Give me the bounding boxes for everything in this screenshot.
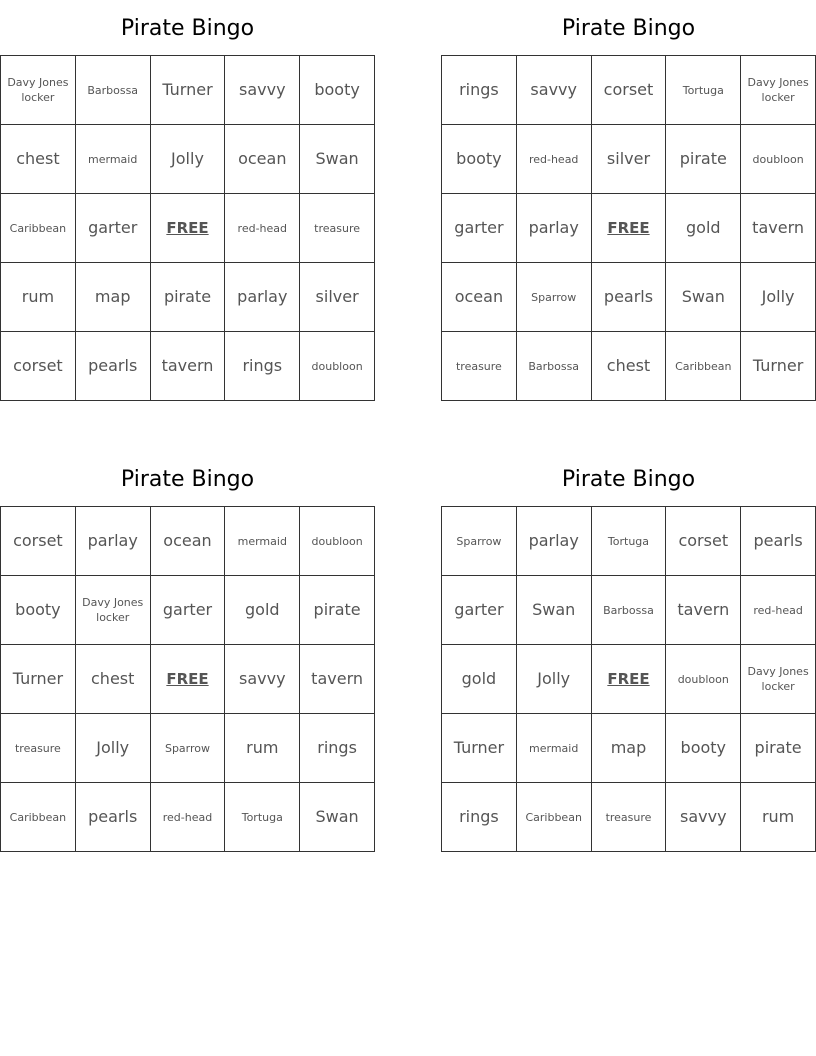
grid-cell: Barbossa	[591, 576, 666, 645]
grid-cell: tavern	[741, 194, 816, 263]
grid-cell: tavern	[300, 645, 375, 714]
grid-cell: savvy	[225, 56, 300, 125]
grid-row	[442, 714, 816, 783]
grid-cell: garter	[442, 194, 517, 263]
grid-cell: Turner	[1, 645, 76, 714]
grid-cell: rings	[225, 332, 300, 401]
grid-cell: parlay	[516, 194, 591, 263]
grid-cell: chest	[591, 332, 666, 401]
card-title: Pirate Bingo	[561, 16, 696, 41]
grid-cell: mermaid	[516, 714, 591, 783]
grid-cell: booty	[300, 56, 375, 125]
grid-cell: rings	[442, 56, 517, 125]
grid-cell: Davy Jones locker	[75, 576, 150, 645]
grid-cell: tavern	[150, 332, 225, 401]
grid-cell: parlay	[516, 507, 591, 576]
grid-cell: Jolly	[741, 263, 816, 332]
grid-row	[1, 56, 375, 125]
grid-cell: Sparrow	[442, 507, 517, 576]
grid-cell: Tortuga	[591, 507, 666, 576]
grid-cell: pirate	[666, 125, 741, 194]
grid-cell: rum	[1, 263, 76, 332]
grid-row	[442, 332, 816, 401]
grid-cell: booty	[666, 714, 741, 783]
grid-cell: Turner	[442, 714, 517, 783]
grid-cell: booty	[442, 125, 517, 194]
grid-cell: pearls	[591, 263, 666, 332]
grid-cell: red-head	[150, 783, 225, 852]
grid-cell: doubloon	[666, 645, 741, 714]
grid-row	[442, 125, 816, 194]
grid-row	[1, 645, 375, 714]
grid-row	[442, 56, 816, 125]
grid-cell: pearls	[741, 507, 816, 576]
free-space: FREE	[150, 194, 225, 263]
grid-cell: ocean	[442, 263, 517, 332]
grid-cell: Jolly	[150, 125, 225, 194]
grid-row	[442, 576, 816, 645]
grid-cell: Swan	[666, 263, 741, 332]
grid-cell: treasure	[300, 194, 375, 263]
grid-cell: Caribbean	[666, 332, 741, 401]
grid-cell: ocean	[225, 125, 300, 194]
grid-cell: Barbossa	[516, 332, 591, 401]
grid-cell: Swan	[300, 125, 375, 194]
grid-cell: Turner	[150, 56, 225, 125]
grid-cell: treasure	[442, 332, 517, 401]
grid-row	[1, 263, 375, 332]
grid-cell: corset	[666, 507, 741, 576]
grid-cell: Turner	[741, 332, 816, 401]
grid-cell: treasure	[591, 783, 666, 852]
grid-row	[1, 332, 375, 401]
grid-row	[1, 125, 375, 194]
grid-cell: map	[75, 263, 150, 332]
grid-row	[1, 194, 375, 263]
grid-cell: tavern	[666, 576, 741, 645]
free-space: FREE	[591, 645, 666, 714]
grid-cell: corset	[591, 56, 666, 125]
grid-row	[442, 507, 816, 576]
grid-row	[1, 714, 375, 783]
grid-cell: red-head	[516, 125, 591, 194]
grid-cell: rum	[741, 783, 816, 852]
grid-cell: Sparrow	[150, 714, 225, 783]
grid-row	[442, 194, 816, 263]
grid-cell: silver	[591, 125, 666, 194]
grid-cell: rings	[442, 783, 517, 852]
grid-cell: pirate	[300, 576, 375, 645]
grid-cell: Tortuga	[666, 56, 741, 125]
grid-cell: Davy Jones locker	[1, 56, 76, 125]
grid-cell: mermaid	[75, 125, 150, 194]
bingo-grid	[441, 55, 816, 401]
grid-cell: garter	[150, 576, 225, 645]
grid-cell: Swan	[300, 783, 375, 852]
bingo-grid	[0, 506, 375, 852]
grid-row	[442, 783, 816, 852]
bingo-grid	[441, 506, 816, 852]
grid-cell: Jolly	[75, 714, 150, 783]
grid-cell: Caribbean	[1, 194, 76, 263]
grid-cell: garter	[75, 194, 150, 263]
grid-cell: Tortuga	[225, 783, 300, 852]
grid-cell: Sparrow	[516, 263, 591, 332]
grid-cell: map	[591, 714, 666, 783]
grid-cell: pirate	[741, 714, 816, 783]
grid-cell: Swan	[516, 576, 591, 645]
grid-cell: Jolly	[516, 645, 591, 714]
grid-cell: Barbossa	[75, 56, 150, 125]
grid-cell: Davy Jones locker	[741, 645, 816, 714]
bingo-card-4	[441, 451, 816, 852]
grid-cell: rum	[225, 714, 300, 783]
grid-cell: pirate	[150, 263, 225, 332]
bingo-card-2	[441, 0, 816, 401]
grid-cell: savvy	[516, 56, 591, 125]
grid-cell: savvy	[666, 783, 741, 852]
grid-cell: chest	[75, 645, 150, 714]
grid-cell: doubloon	[741, 125, 816, 194]
grid-row	[442, 263, 816, 332]
free-space: FREE	[591, 194, 666, 263]
bingo-card-1	[0, 0, 375, 401]
grid-row	[442, 645, 816, 714]
grid-cell: ocean	[150, 507, 225, 576]
grid-cell: mermaid	[225, 507, 300, 576]
grid-cell: corset	[1, 507, 76, 576]
card-title: Pirate Bingo	[120, 467, 255, 492]
grid-cell: gold	[442, 645, 517, 714]
grid-cell: gold	[225, 576, 300, 645]
bingo-grid	[0, 55, 375, 401]
grid-row	[1, 576, 375, 645]
grid-row	[1, 507, 375, 576]
grid-cell: gold	[666, 194, 741, 263]
grid-cell: garter	[442, 576, 517, 645]
grid-cell: treasure	[1, 714, 76, 783]
grid-cell: chest	[1, 125, 76, 194]
grid-cell: booty	[1, 576, 76, 645]
grid-cell: red-head	[225, 194, 300, 263]
grid-cell: corset	[1, 332, 76, 401]
grid-row	[1, 783, 375, 852]
grid-cell: rings	[300, 714, 375, 783]
grid-cell: red-head	[741, 576, 816, 645]
grid-cell: Caribbean	[1, 783, 76, 852]
card-title: Pirate Bingo	[561, 467, 696, 492]
free-space: FREE	[150, 645, 225, 714]
grid-cell: Davy Jones locker	[741, 56, 816, 125]
grid-cell: parlay	[225, 263, 300, 332]
grid-cell: pearls	[75, 783, 150, 852]
grid-cell: savvy	[225, 645, 300, 714]
grid-cell: Caribbean	[516, 783, 591, 852]
grid-cell: doubloon	[300, 332, 375, 401]
card-title: Pirate Bingo	[120, 16, 255, 41]
grid-cell: doubloon	[300, 507, 375, 576]
grid-cell: silver	[300, 263, 375, 332]
grid-cell: parlay	[75, 507, 150, 576]
grid-cell: pearls	[75, 332, 150, 401]
bingo-card-3	[0, 451, 375, 852]
